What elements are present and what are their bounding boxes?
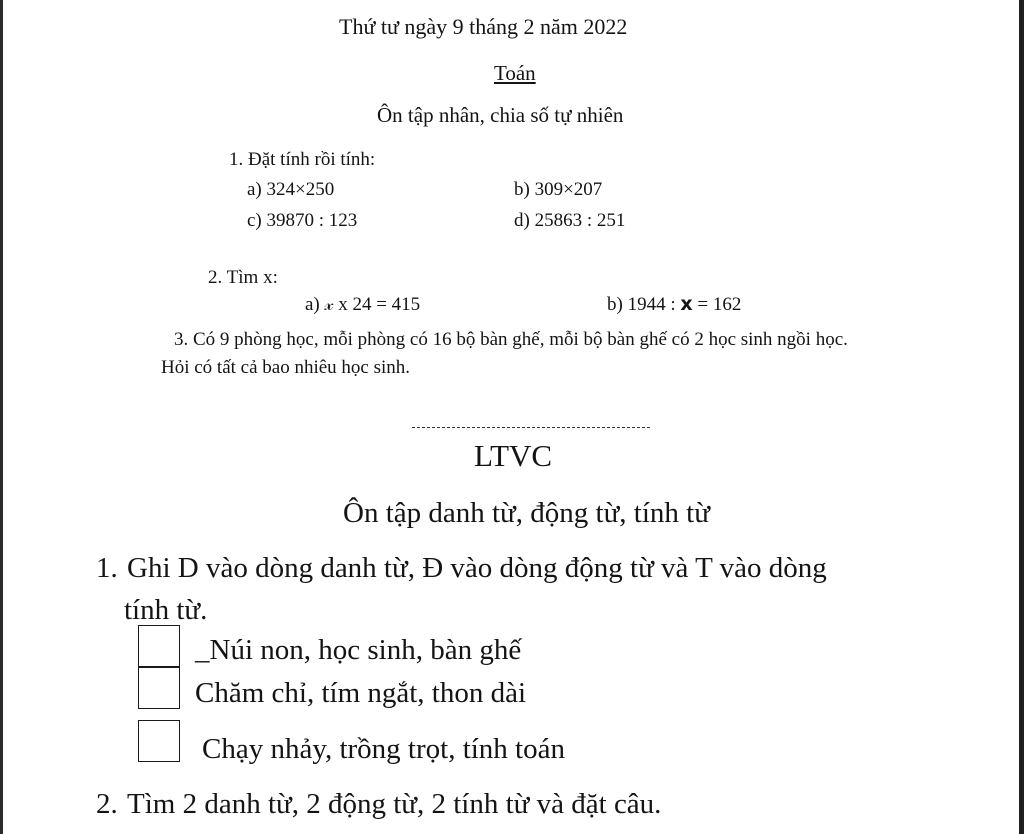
- option-1-text: _Núi non, học sinh, bàn ghế: [195, 634, 522, 666]
- page-edge-right: [1019, 0, 1024, 834]
- math-exercise-2-item-a: a) 𝓍 x 24 = 415: [305, 294, 421, 315]
- math-exercise-3-line-1: 3. Có 9 phòng học, mỗi phòng có 16 bộ bàn ghế, mỗi bộ bàn ghế có 2 học sinh ngồi học.: [174, 329, 848, 350]
- section-divider: [412, 427, 650, 428]
- option-2-text: Chăm chỉ, tím ngắt, thon dài: [195, 677, 527, 709]
- ltvc-exercise-1-line-2: tính từ.: [124, 594, 208, 626]
- math-exercise-1-item-b: b) 309×207: [514, 179, 603, 200]
- subject-title: Toán: [494, 61, 536, 85]
- math-exercise-1-item-c: c) 39870 : 123: [247, 210, 358, 231]
- ltvc-exercise-1-number: 1.: [96, 552, 118, 584]
- math-exercise-1-item-a: a) 324×250: [247, 179, 335, 200]
- ltvc-title: LTVC: [474, 438, 553, 473]
- answer-box-2[interactable]: [138, 667, 180, 709]
- answer-box-3[interactable]: [138, 720, 180, 762]
- math-lesson-title: Ôn tập nhân, chia số tự nhiên: [377, 103, 624, 127]
- page-edge-left: [0, 0, 3, 834]
- math-exercise-3-line-2: Hỏi có tất cả bao nhiêu học sinh.: [161, 357, 411, 378]
- ltvc-exercise-2-number: 2.: [96, 788, 118, 820]
- math-exercise-1-item-d: d) 25863 : 251: [514, 210, 626, 231]
- option-3-text: Chạy nhảy, trồng trọt, tính toán: [202, 733, 565, 765]
- date-heading: Thứ tư ngày 9 tháng 2 năm 2022: [339, 14, 628, 39]
- ltvc-lesson-title: Ôn tập danh từ, động từ, tính từ: [343, 497, 710, 529]
- ltvc-exercise-2-text: Tìm 2 danh từ, 2 động từ, 2 tính từ và đặt câu.: [127, 788, 662, 820]
- math-exercise-1-prompt: 1. Đặt tính rồi tính:: [229, 149, 376, 170]
- answer-box-1[interactable]: [138, 625, 180, 667]
- math-exercise-2-item-b: b) 1944 : 𝘅 = 162: [607, 294, 742, 315]
- math-exercise-2-prompt: 2. Tìm x:: [208, 267, 278, 288]
- ltvc-exercise-1-line-1: Ghi D vào dòng danh từ, Đ vào dòng động từ và T vào dòng: [127, 552, 827, 584]
